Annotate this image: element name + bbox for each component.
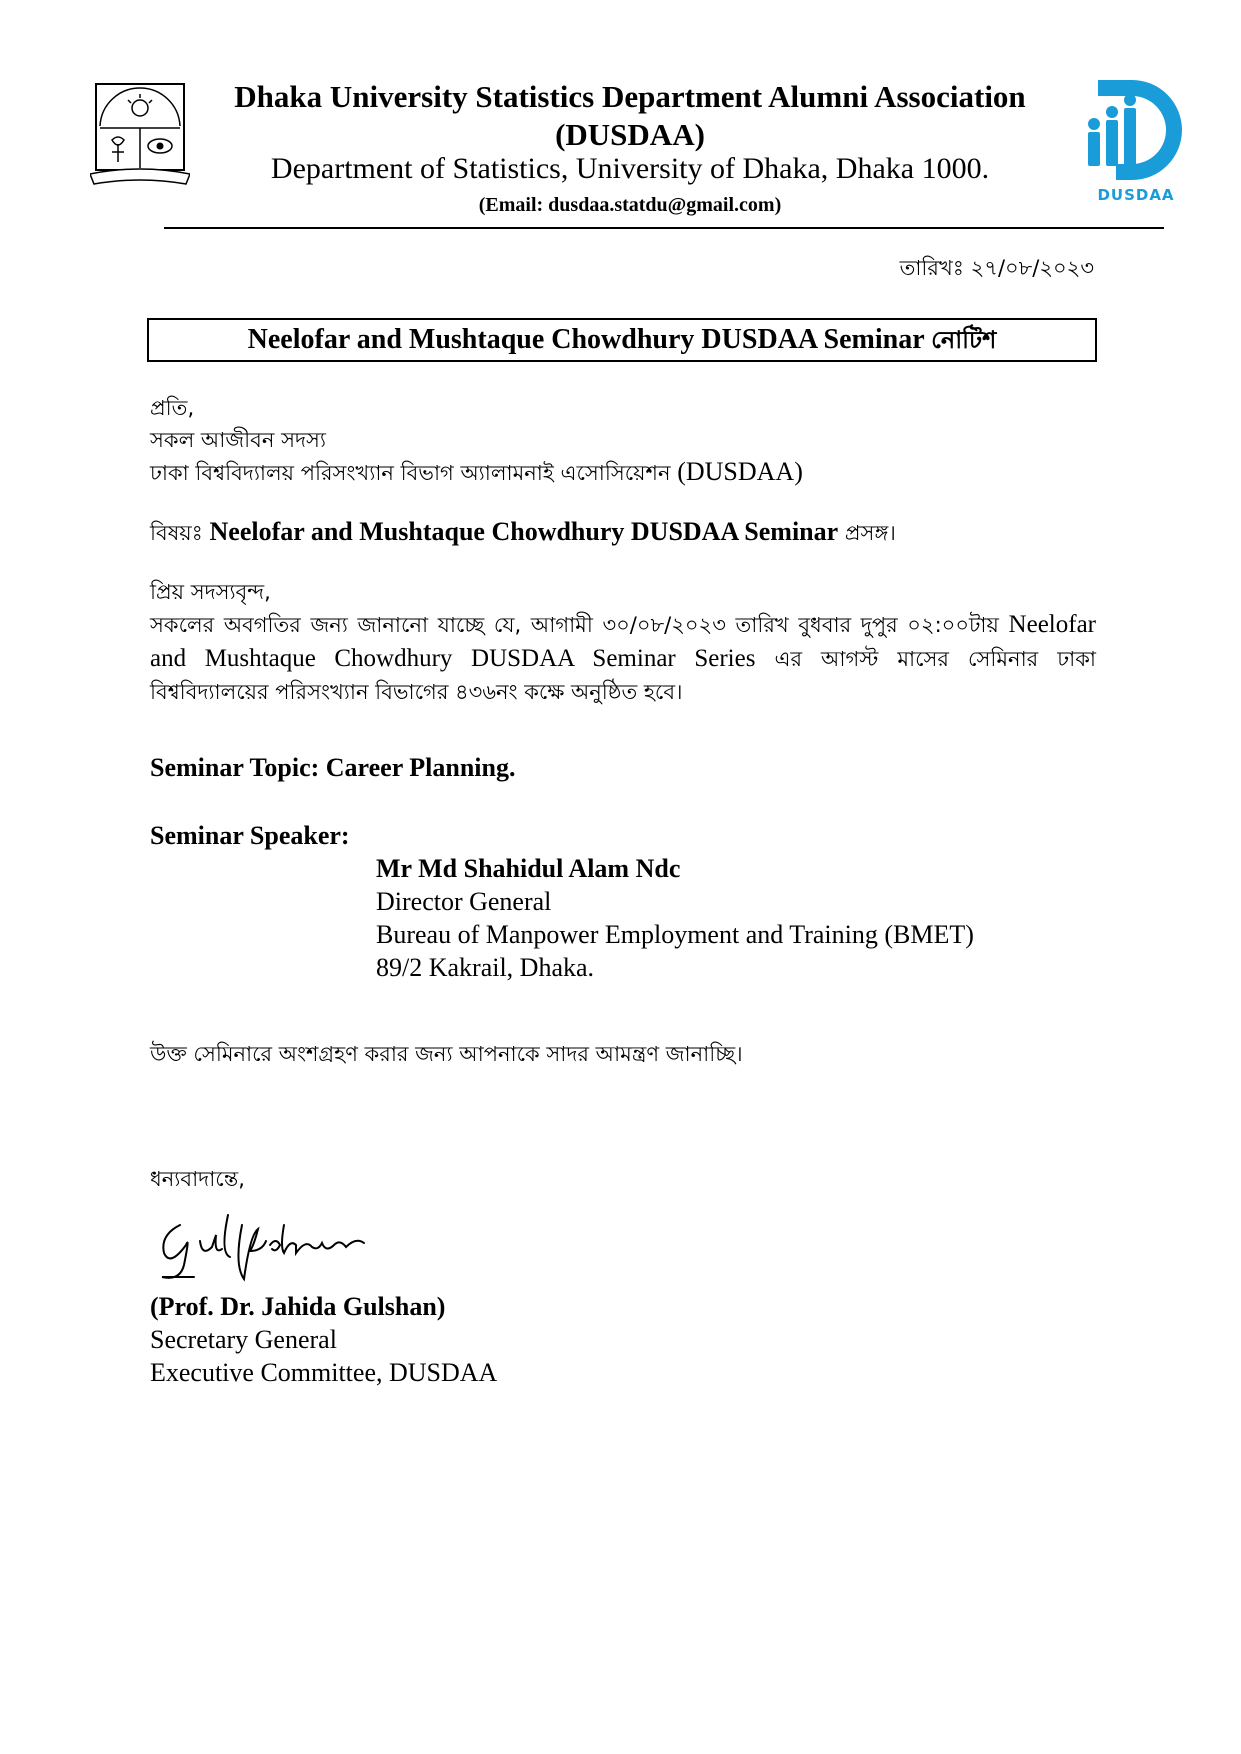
body-part-1: সকলের অবগতির জন্য জানানো যাচ্ছে যে, আগামী ৩০/০৮/২০২৩ তারিখ বুধবার দুপুর ০২:০০টায় bbox=[150, 613, 999, 637]
notice-title-english: Neelofar and Mushtaque Chowdhury DUSDAA Seminar bbox=[247, 324, 925, 355]
recipient-block bbox=[150, 392, 803, 489]
notice-date: তারিখঃ ২৭/০৮/২০২৩ bbox=[899, 256, 1094, 280]
header-divider bbox=[164, 227, 1164, 229]
signature bbox=[150, 1195, 400, 1285]
subject-text: Neelofar and Mushtaque Chowdhury DUSDAA Seminar bbox=[209, 517, 839, 546]
speaker-details bbox=[376, 852, 974, 984]
recipient-to: প্রতি, bbox=[150, 396, 195, 420]
speaker-organization: Bureau of Manpower Employment and Training (BMET) bbox=[376, 920, 974, 949]
seminar-topic: Seminar Topic: Career Planning. bbox=[150, 753, 516, 782]
subject-line bbox=[150, 516, 896, 549]
recipient-line-2 bbox=[150, 456, 803, 489]
recipient-org-abbr: (DUSDAA) bbox=[677, 457, 803, 486]
salutation: প্রিয় সদস্যবৃন্দ, bbox=[150, 580, 271, 604]
organization-name: Dhaka University Statistics Department Alumni Association (DUSDAA) bbox=[234, 79, 1026, 152]
body-seminar-series: Neelofar and Mushtaque Chowdhury DUSDAA Seminar Series bbox=[150, 611, 1096, 672]
body-paragraph bbox=[150, 608, 1096, 709]
department-address: Department of Statistics, University of Dhaka, Dhaka 1000. bbox=[270, 152, 990, 185]
speaker-name: Mr Md Shahidul Alam Ndc bbox=[376, 854, 681, 883]
logo-text: DUSDAA bbox=[1097, 186, 1175, 204]
notice-title bbox=[147, 318, 1097, 362]
signatory-block bbox=[150, 1290, 497, 1389]
subject-suffix: প্রসঙ্গ। bbox=[844, 521, 896, 545]
organization-email: (Email: dusdaa.statdu@gmail.com) bbox=[478, 194, 782, 216]
speaker-address: 89/2 Kakrail, Dhaka. bbox=[376, 953, 595, 982]
invitation-line: উক্ত সেমিনারে অংশগ্রহণ করার জন্য আপনাকে সাদর আমন্ত্রণ জানাচ্ছি। bbox=[150, 1042, 743, 1066]
recipient-line-1: সকল আজীবন সদস্য bbox=[150, 428, 326, 452]
university-seal bbox=[90, 80, 190, 190]
dusdaa-logo bbox=[1080, 76, 1192, 206]
signatory-name: (Prof. Dr. Jahida Gulshan) bbox=[150, 1292, 446, 1321]
body-part-3: এর আগস্ট মাসের সেমিনার ঢাকা বিশ্ববিদ্যালয়ের পরিসংখ্যান বিভাগের ৪৩৬নং কক্ষে অনুষ্ঠিত হবে। bbox=[150, 647, 1096, 704]
subject-label: বিষয়ঃ bbox=[150, 521, 203, 545]
speaker-title: Director General bbox=[376, 887, 552, 916]
signatory-title: Secretary General bbox=[150, 1325, 337, 1354]
signatory-committee: Executive Committee, DUSDAA bbox=[150, 1358, 498, 1387]
notice-title-bangla: নোটিশ bbox=[931, 326, 997, 354]
recipient-org-bangla: ঢাকা বিশ্ববিদ্যালয় পরিসংখ্যান বিভাগ অ্যালামনাই এসোসিয়েশন bbox=[150, 461, 671, 485]
seminar-speaker-heading: Seminar Speaker: bbox=[150, 821, 350, 850]
closing-regards: ধন্যবাদান্তে, bbox=[150, 1167, 245, 1191]
